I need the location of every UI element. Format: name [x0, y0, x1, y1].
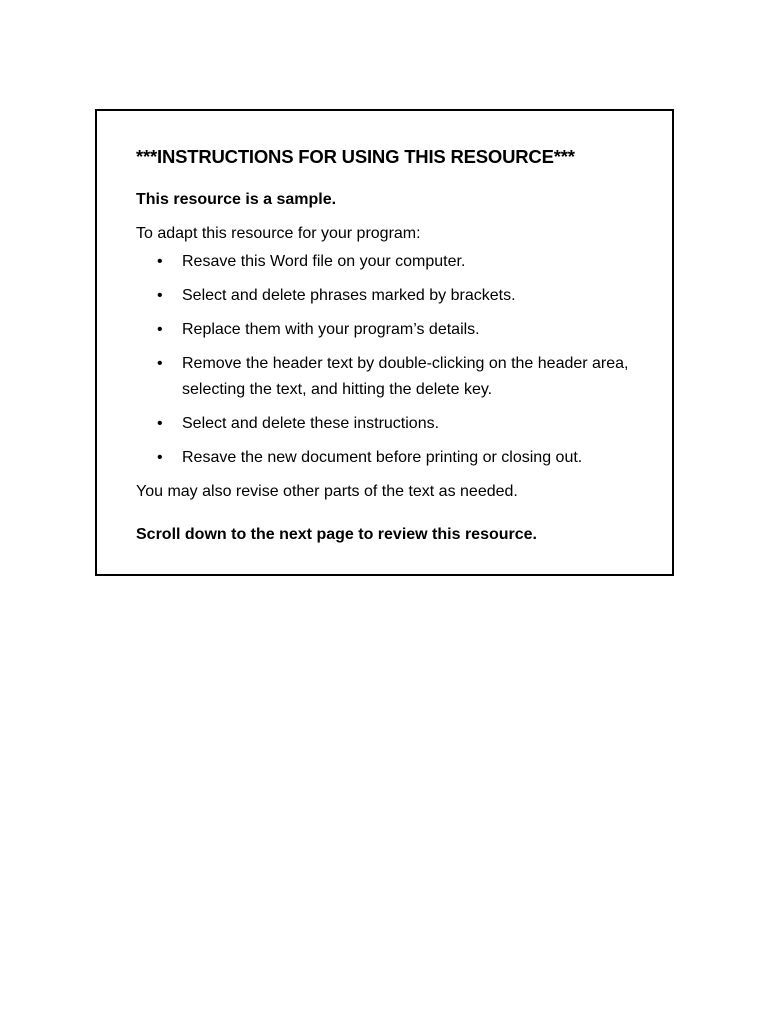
- step-text: Select and delete phrases marked by brackets.: [182, 287, 516, 304]
- instructions-heading: ***INSTRUCTIONS FOR USING THIS RESOURCE***: [136, 146, 575, 167]
- bullet-icon: •: [157, 287, 163, 304]
- step-text: Resave the new document before printing or closing out.: [182, 449, 583, 466]
- step-text: Remove the header text by double-clicking on the header area, selecting the text, and hitting the delete key.: [182, 355, 629, 398]
- step-text: Replace them with your program’s details.: [182, 321, 480, 338]
- bullet-icon: •: [157, 415, 163, 432]
- bullet-icon: •: [157, 321, 163, 338]
- revise-note: You may also revise other parts of the text as needed.: [136, 483, 518, 500]
- list-item: [136, 249, 656, 275]
- bullet-icon: •: [157, 449, 163, 466]
- adapt-intro: To adapt this resource for your program:: [136, 225, 421, 242]
- bullet-icon: •: [157, 253, 163, 270]
- scroll-down-note: Scroll down to the next page to review this resource.: [136, 526, 537, 543]
- steps-list: [136, 249, 656, 479]
- bullet-icon: •: [157, 355, 163, 372]
- instructions-box: [95, 109, 674, 576]
- step-text: Select and delete these instructions.: [182, 415, 440, 432]
- list-item: [136, 411, 656, 437]
- step-text: Resave this Word file on your computer.: [182, 253, 466, 270]
- list-item: [136, 445, 656, 471]
- list-item: [136, 283, 656, 309]
- list-item: [136, 317, 656, 343]
- sample-notice: This resource is a sample.: [136, 191, 337, 208]
- list-item: [136, 351, 656, 403]
